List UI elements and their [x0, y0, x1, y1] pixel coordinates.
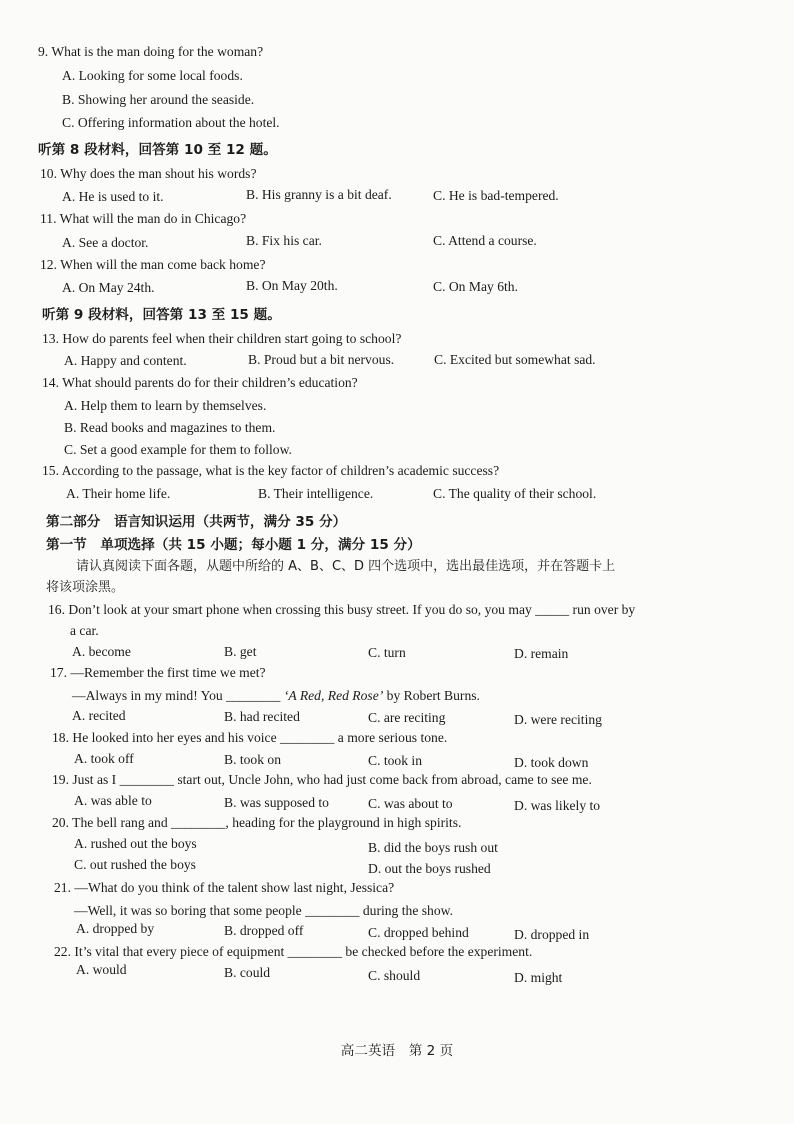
question-15-stem: 15. According to the passage, what is the key factor of children’s academic success?	[42, 463, 500, 478]
question-10-option-c: C. He is bad-tempered.	[433, 188, 559, 203]
instructions-line-2: 将该项涂黑。	[46, 580, 125, 595]
question-17-stem-part-a: —Always in my mind! You ________	[72, 688, 281, 703]
question-19-option-d: D. was likely to	[514, 798, 601, 813]
question-22-option-b: B. could	[224, 965, 271, 980]
question-10-option-a: A. He is used to it.	[62, 189, 164, 204]
question-21-option-c: C. dropped behind	[368, 925, 469, 940]
question-17-option-d: D. were reciting	[514, 712, 602, 727]
question-16-option-c: C. turn	[368, 645, 406, 660]
question-19-option-a: A. was able to	[74, 793, 152, 808]
question-19-option-b: B. was supposed to	[224, 795, 329, 810]
question-21-option-b: B. dropped off	[224, 923, 304, 938]
question-17-stem-part-c: by Robert Burns.	[386, 688, 480, 703]
question-17-stem-line-1: 17. —Remember the first time we met?	[50, 665, 266, 680]
question-22-option-d: D. might	[514, 970, 563, 985]
question-21-stem-line-1: 21. —What do you think of the talent show last night, Jessica?	[54, 880, 395, 895]
question-19-option-c: C. was about to	[368, 796, 453, 811]
question-18-option-b: B. took on	[224, 752, 282, 767]
question-17-stem-line-2	[72, 688, 480, 704]
question-22-option-a: A. would	[76, 962, 127, 977]
question-18-option-c: C. took in	[368, 753, 423, 768]
question-17-option-c: C. are reciting	[368, 710, 446, 725]
question-14-option-b: B. Read books and magazines to them.	[64, 420, 276, 435]
question-21-option-d: D. dropped in	[514, 927, 590, 942]
question-20-stem: 20. The bell rang and ________, heading for the playground in high spirits.	[52, 815, 462, 830]
question-15-option-a: A. Their home life.	[66, 486, 171, 501]
part-2-header: 第二部分 语言知识运用（共两节，满分 35 分）	[46, 514, 347, 530]
question-13-option-c: C. Excited but somewhat sad.	[434, 352, 596, 367]
question-17-poem-title: ‘A Red, Red Rose’	[283, 688, 384, 703]
section-8-header: 听第 8 段材料，回答第 10 至 12 题。	[38, 142, 277, 158]
question-18-option-d: D. took down	[514, 755, 589, 770]
page-footer: 高二英语 第 2 页	[340, 1043, 454, 1059]
question-16-option-b: B. get	[224, 644, 257, 659]
question-22-option-c: C. should	[368, 968, 421, 983]
question-16-stem-line-2: a car.	[70, 623, 99, 638]
question-13-option-b: B. Proud but a bit nervous.	[248, 352, 395, 367]
instructions-line-1: 请认真阅读下面各题，从题中所给的 A、B、C、D 四个选项中，选出最佳选项，并在答题卡上	[76, 559, 616, 574]
question-15-option-c: C. The quality of their school.	[433, 486, 597, 501]
question-11-stem: 11. What will the man do in Chicago?	[40, 211, 247, 226]
question-13-option-a: A. Happy and content.	[64, 353, 187, 368]
question-17-option-b: B. had recited	[224, 709, 300, 724]
question-14-stem: 14. What should parents do for their children’s education?	[42, 375, 358, 390]
question-12-option-a: A. On May 24th.	[62, 280, 155, 295]
question-22-stem: 22. It’s vital that every piece of equipment ________ be checked before the experiment.	[54, 944, 533, 959]
question-12-stem: 12. When will the man come back home?	[40, 257, 266, 272]
question-11-option-a: A. See a doctor.	[62, 235, 149, 250]
question-16-stem-line-1: 16. Don’t look at your smart phone when crossing this busy street. If you do so, you may _____ run over by	[48, 602, 636, 617]
question-20-option-a: A. rushed out the boys	[74, 836, 197, 851]
question-13-stem: 13. How do parents feel when their children start going to school?	[42, 331, 402, 346]
question-9-option-b: B. Showing her around the seaside.	[62, 92, 255, 107]
question-11-option-c: C. Attend a course.	[433, 233, 537, 248]
question-9-option-c: C. Offering information about the hotel.	[62, 115, 280, 130]
question-11-option-b: B. Fix his car.	[246, 233, 322, 248]
question-12-option-c: C. On May 6th.	[433, 279, 518, 294]
question-20-option-d: D. out the boys rushed	[368, 861, 491, 876]
question-14-option-a: A. Help them to learn by themselves.	[64, 398, 267, 413]
question-9-stem: 9. What is the man doing for the woman?	[38, 44, 264, 59]
question-15-option-b: B. Their intelligence.	[258, 486, 374, 501]
question-17-option-a: A. recited	[72, 708, 126, 723]
question-20-option-c: C. out rushed the boys	[74, 857, 196, 872]
question-16-option-a: A. become	[72, 644, 131, 659]
question-21-option-a: A. dropped by	[76, 921, 155, 936]
question-18-stem: 18. He looked into her eyes and his voice ________ a more serious tone.	[52, 730, 448, 745]
section-1-header: 第一节 单项选择（共 15 小题；每小题 1 分，满分 15 分）	[46, 537, 421, 553]
question-16-option-d: D. remain	[514, 646, 569, 661]
question-21-stem-line-2: —Well, it was so boring that some people ________ during the show.	[74, 903, 453, 918]
question-10-stem: 10. Why does the man shout his words?	[40, 166, 257, 181]
question-18-option-a: A. took off	[74, 751, 134, 766]
question-10-option-b: B. His granny is a bit deaf.	[246, 187, 392, 202]
question-9-option-a: A. Looking for some local foods.	[62, 68, 243, 83]
question-14-option-c: C. Set a good example for them to follow.	[64, 442, 292, 457]
section-9-header: 听第 9 段材料，回答第 13 至 15 题。	[42, 307, 281, 323]
question-20-option-b: B. did the boys rush out	[368, 840, 498, 855]
question-19-stem: 19. Just as I ________ start out, Uncle John, who had just come back from abroad, came to see me.	[52, 772, 592, 787]
question-12-option-b: B. On May 20th.	[246, 278, 338, 293]
